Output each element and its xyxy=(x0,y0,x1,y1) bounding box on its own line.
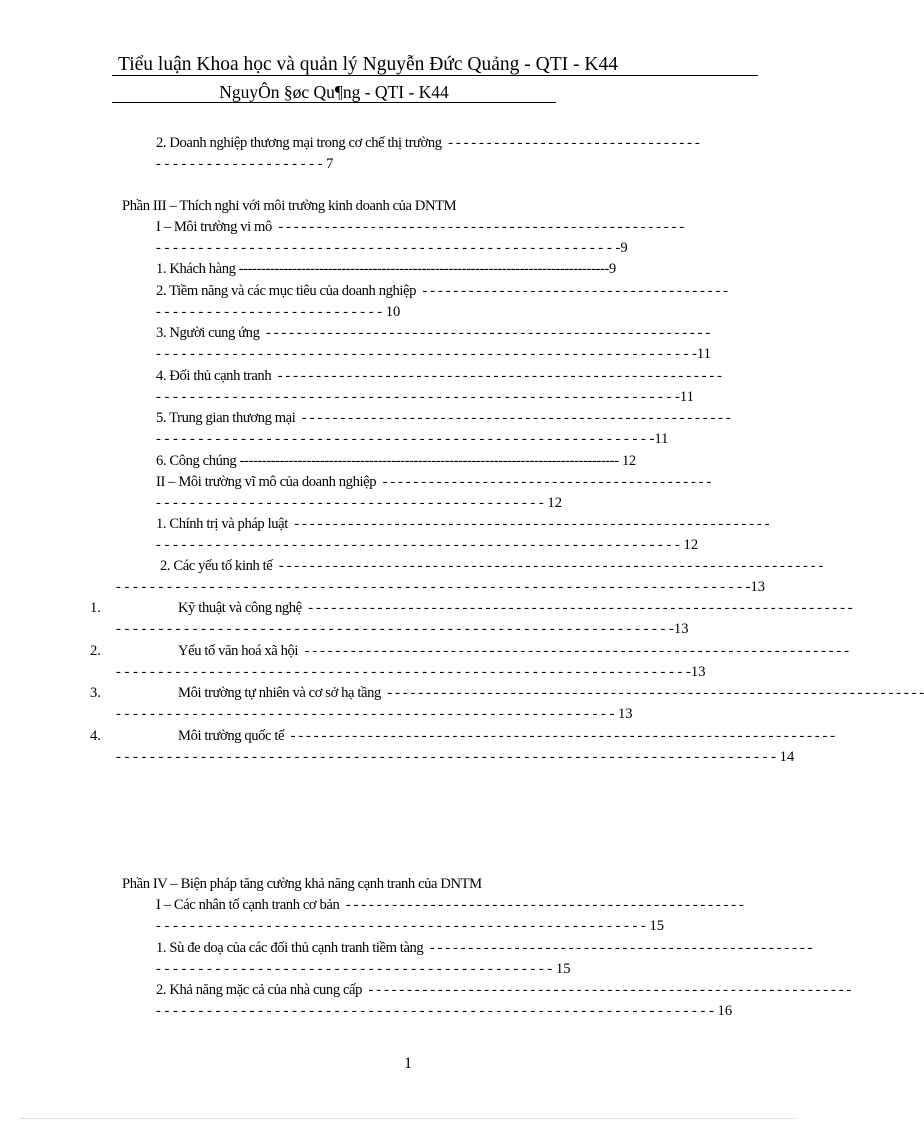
toc-entry-label: I – Môi trường vi mô xyxy=(156,219,272,235)
toc-leader-line: - - - - - - - - - - - - - - - - - - - - - - - - - - - - - - - - - - - - - - - - - - - - - - - - - - - - - - - - - - - - - -11 xyxy=(156,389,694,405)
toc-leader-line: - - - - - - - - - - - - - - - - - - - - - - - - - - - - - - - - - - - - - - - - - - - - - - - - - - - - - - - - - - -11 xyxy=(156,431,669,447)
toc-entry-label: 2. Tiềm năng và các mục tiêu của doanh nghiệp xyxy=(156,283,417,299)
section-heading-part-3: Phần III – Thích nghi với môi trường kinh doanh của DNTM xyxy=(122,198,457,214)
toc-entry-label: 2. Các yếu tố kinh tế xyxy=(160,558,273,574)
toc-page-number: 13 xyxy=(690,664,706,680)
toc-page-number: 12 xyxy=(683,537,699,553)
page-bottom-border xyxy=(20,1118,796,1119)
toc-entry-text: 2. Các yếu tố kinh tế - - - - - - - - - - - - - - - - - - - - - - - - - - - - - - - - - - - - - - - - - - - - - - - - - - - - - - - - - - - - - - - - - - - - - - - xyxy=(160,558,823,574)
list-number: 1. xyxy=(90,600,101,616)
toc-entry-label: 3. Người cung ứng xyxy=(156,325,260,341)
toc-entry-text: 2. Khả năng mặc cả của nhà cung cấp - - - - - - - - - - - - - - - - - - - - - - - - - - - - - - - - - - - - - - - - - - - - - - - - - - - - - - - - - - - - - - - xyxy=(156,982,851,998)
toc-entry-label: 1. Sù đe doạ của các đối thủ cạnh tranh tiềm tàng xyxy=(156,940,424,956)
header-subtitle: NguyÔn §øc Qu¶ng - QTI - K44 xyxy=(112,82,556,103)
toc-entry-label: 1. Chính trị và pháp luật xyxy=(156,516,288,532)
toc-entry-label: 2. Khả năng mặc cả của nhà cung cấp xyxy=(156,982,363,998)
toc-entry-label: 6. Công chúng xyxy=(156,453,237,469)
toc-page-number: 12 xyxy=(621,453,636,469)
list-number: 3. xyxy=(90,685,101,701)
toc-entry-label: 4. Đối thủ cạnh tranh xyxy=(156,368,272,384)
toc-entry-text: 1. Khách hàng -----------------------------------------------------------------------------------9 xyxy=(156,261,616,277)
list-number: 4. xyxy=(90,728,101,744)
toc-leader-line: - - - - - - - - - - - - - - - - - - - - - - - - - - - 10 xyxy=(156,304,401,320)
toc-page-number: 7 xyxy=(326,156,334,172)
toc-entry-text: 1. Chính trị và pháp luật - - - - - - - - - - - - - - - - - - - - - - - - - - - - - - - - - - - - - - - - - - - - - - - - - - - - - - - - - - - - - - xyxy=(156,516,770,532)
toc-leader-line: - - - - - - - - - - - - - - - - - - - - - - - - - - - - - - - - - - - - - - - - - - - - - - 12 xyxy=(156,495,562,511)
toc-entry-text: 5. Trung gian thương mại - - - - - - - - - - - - - - - - - - - - - - - - - - - - - - - - - - - - - - - - - - - - - - - - - - - - - - - - xyxy=(156,410,731,426)
toc-leader-line: - - - - - - - - - - - - - - - - - - - - - - - - - - - - - - - - - - - - - - - - - - - - - - - - - - - - - - - - - - - 13 xyxy=(116,706,633,722)
page-number: 1 xyxy=(404,1055,412,1072)
toc-page-number: 15 xyxy=(555,961,571,977)
toc-entry-text: Môi trường tự nhiên và cơ sở hạ tầng - - - - - - - - - - - - - - - - - - - - - - - - - - - - - - - - - - - - - - - - - - - - - - - - - - - - - - - - - - - - - - - - - - - - - - xyxy=(178,685,924,701)
toc-page-number: 13 xyxy=(673,621,689,637)
toc-entry-text: 2. Tiềm năng và các mục tiêu của doanh nghiệp - - - - - - - - - - - - - - - - - - - - - - - - - - - - - - - - - - - - - - - - xyxy=(156,283,728,299)
toc-leader-line: - - - - - - - - - - - - - - - - - - - - - - - - - - - - - - - - - - - - - - - - - - - - - - - - - - - - - - - - - - - - - - - - - - 16 xyxy=(156,1003,733,1019)
toc-page-number: 14 xyxy=(779,749,795,765)
toc-entry-text: 6. Công chúng ------------------------------------------------------------------------------------- 12 xyxy=(156,453,636,469)
toc-entry-label: 5. Trung gian thương mại xyxy=(156,410,296,426)
toc-entry-label: 1. Khách hàng xyxy=(156,261,236,277)
toc-entry-text: I – Môi trường vi mô - - - - - - - - - - - - - - - - - - - - - - - - - - - - - - - - - - - - - - - - - - - - - - - - - - - - - xyxy=(156,219,684,235)
toc-entry-label: Môi trường quốc tế xyxy=(178,728,285,744)
toc-page-number: 11 xyxy=(679,389,694,405)
toc-entry-text: II – Môi trường vĩ mô của doanh nghiệp - - - - - - - - - - - - - - - - - - - - - - - - - - - - - - - - - - - - - - - - - - - xyxy=(156,474,711,490)
list-number: 2. xyxy=(90,643,101,659)
toc-entry-text: Kỹ thuật và công nghệ - - - - - - - - - - - - - - - - - - - - - - - - - - - - - - - - - - - - - - - - - - - - - - - - - - - - - - - - - - - - - - - - - - - - - - - xyxy=(178,600,853,616)
toc-leader-line: - - - - - - - - - - - - - - - - - - - - - - - - - - - - - - - - - - - - - - - - - - - - - - - 15 xyxy=(156,961,571,977)
toc-entry-text: 1. Sù đe doạ của các đối thủ cạnh tranh tiềm tàng - - - - - - - - - - - - - - - - - - - - - - - - - - - - - - - - - - - - - - - - - - - - - - - - - - xyxy=(156,940,812,956)
toc-leader-line: - - - - - - - - - - - - - - - - - - - - - - - - - - - - - - - - - - - - - - - - - - - - - - - - - - - - - - - - - - - - - - - -11 xyxy=(156,346,711,362)
toc-page-number: 10 xyxy=(385,304,401,320)
toc-leader-line: - - - - - - - - - - - - - - - - - - - - - - - - - - - - - - - - - - - - - - - - - - - - - - - - - - - - - - - - - - - - - - - - - -13 xyxy=(116,621,689,637)
toc-page-number: 11 xyxy=(696,346,711,362)
toc-leader-line: - - - - - - - - - - - - - - - - - - - - - - - - - - - - - - - - - - - - - - - - - - - - - - - - - - - - - - -9 xyxy=(156,240,628,256)
header-title: Tiểu luận Khoa học và quản lý Nguyễn Đức Quảng - QTI - K44 xyxy=(112,54,758,76)
toc-entry-label: Yếu tố văn hoá xã hội xyxy=(178,643,299,659)
toc-page-number: 16 xyxy=(717,1003,733,1019)
toc-leader-line: - - - - - - - - - - - - - - - - - - - - 7 xyxy=(156,156,334,172)
toc-entry-label: 2. Doanh nghiệp thương mại trong cơ chế thị trường xyxy=(156,135,442,151)
toc-entry-text: 4. Đối thủ cạnh tranh - - - - - - - - - - - - - - - - - - - - - - - - - - - - - - - - - - - - - - - - - - - - - - - - - - - - - - - - - - xyxy=(156,368,722,384)
toc-entry-label: Môi trường tự nhiên và cơ sở hạ tầng xyxy=(178,685,381,701)
toc-leader-line: - - - - - - - - - - - - - - - - - - - - - - - - - - - - - - - - - - - - - - - - - - - - - - - - - - - - - - - - - - - - - - - - - - - - - - - - - - -13 xyxy=(116,579,766,595)
toc-page-number: 13 xyxy=(750,579,766,595)
toc-entry-text: 3. Người cung ứng - - - - - - - - - - - - - - - - - - - - - - - - - - - - - - - - - - - - - - - - - - - - - - - - - - - - - - - - - - xyxy=(156,325,710,341)
toc-page-number: 13 xyxy=(618,706,633,722)
toc-page-number: 9 xyxy=(620,240,628,256)
toc-entry-label: I – Các nhân tố cạnh tranh cơ bản xyxy=(156,897,340,913)
toc-entry-text: Yếu tố văn hoá xã hội - - - - - - - - - - - - - - - - - - - - - - - - - - - - - - - - - - - - - - - - - - - - - - - - - - - - - - - - - - - - - - - - - - - - - - - xyxy=(178,643,849,659)
toc-leader-line: - - - - - - - - - - - - - - - - - - - - - - - - - - - - - - - - - - - - - - - - - - - - - - - - - - - - - - - - - - - - - - - - - - - -13 xyxy=(116,664,706,680)
toc-entry-text: 2. Doanh nghiệp thương mại trong cơ chế thị trường - - - - - - - - - - - - - - - - - - - - - - - - - - - - - - - - - xyxy=(156,135,700,151)
toc-entry-text: I – Các nhân tố cạnh tranh cơ bản - - - - - - - - - - - - - - - - - - - - - - - - - - - - - - - - - - - - - - - - - - - - - - - - - - - - xyxy=(156,897,744,913)
toc-page-number: 15 xyxy=(649,918,665,934)
toc-entry-text: Môi trường quốc tế - - - - - - - - - - - - - - - - - - - - - - - - - - - - - - - - - - - - - - - - - - - - - - - - - - - - - - - - - - - - - - - - - - - - - - - xyxy=(178,728,835,744)
toc-entry-label: II – Môi trường vĩ mô của doanh nghiệp xyxy=(156,474,377,490)
toc-entry-label: Kỹ thuật và công nghệ xyxy=(178,600,302,616)
toc-leader-line: - - - - - - - - - - - - - - - - - - - - - - - - - - - - - - - - - - - - - - - - - - - - - - - - - - - - - - - - - - - - - - - - - - - - - - - - - - - - - - 14 xyxy=(116,749,795,765)
section-heading-part-4: Phần IV – Biện pháp tăng cường khả năng cạnh tranh của DNTM xyxy=(122,876,482,892)
toc-leader-line: - - - - - - - - - - - - - - - - - - - - - - - - - - - - - - - - - - - - - - - - - - - - - - - - - - - - - - - - - - 15 xyxy=(156,918,665,934)
toc-leader-line: - - - - - - - - - - - - - - - - - - - - - - - - - - - - - - - - - - - - - - - - - - - - - - - - - - - - - - - - - - - - - - 12 xyxy=(156,537,699,553)
toc-page-number: 9 xyxy=(608,261,616,277)
toc-page-number: 11 xyxy=(654,431,669,447)
toc-page-number: 12 xyxy=(547,495,562,511)
